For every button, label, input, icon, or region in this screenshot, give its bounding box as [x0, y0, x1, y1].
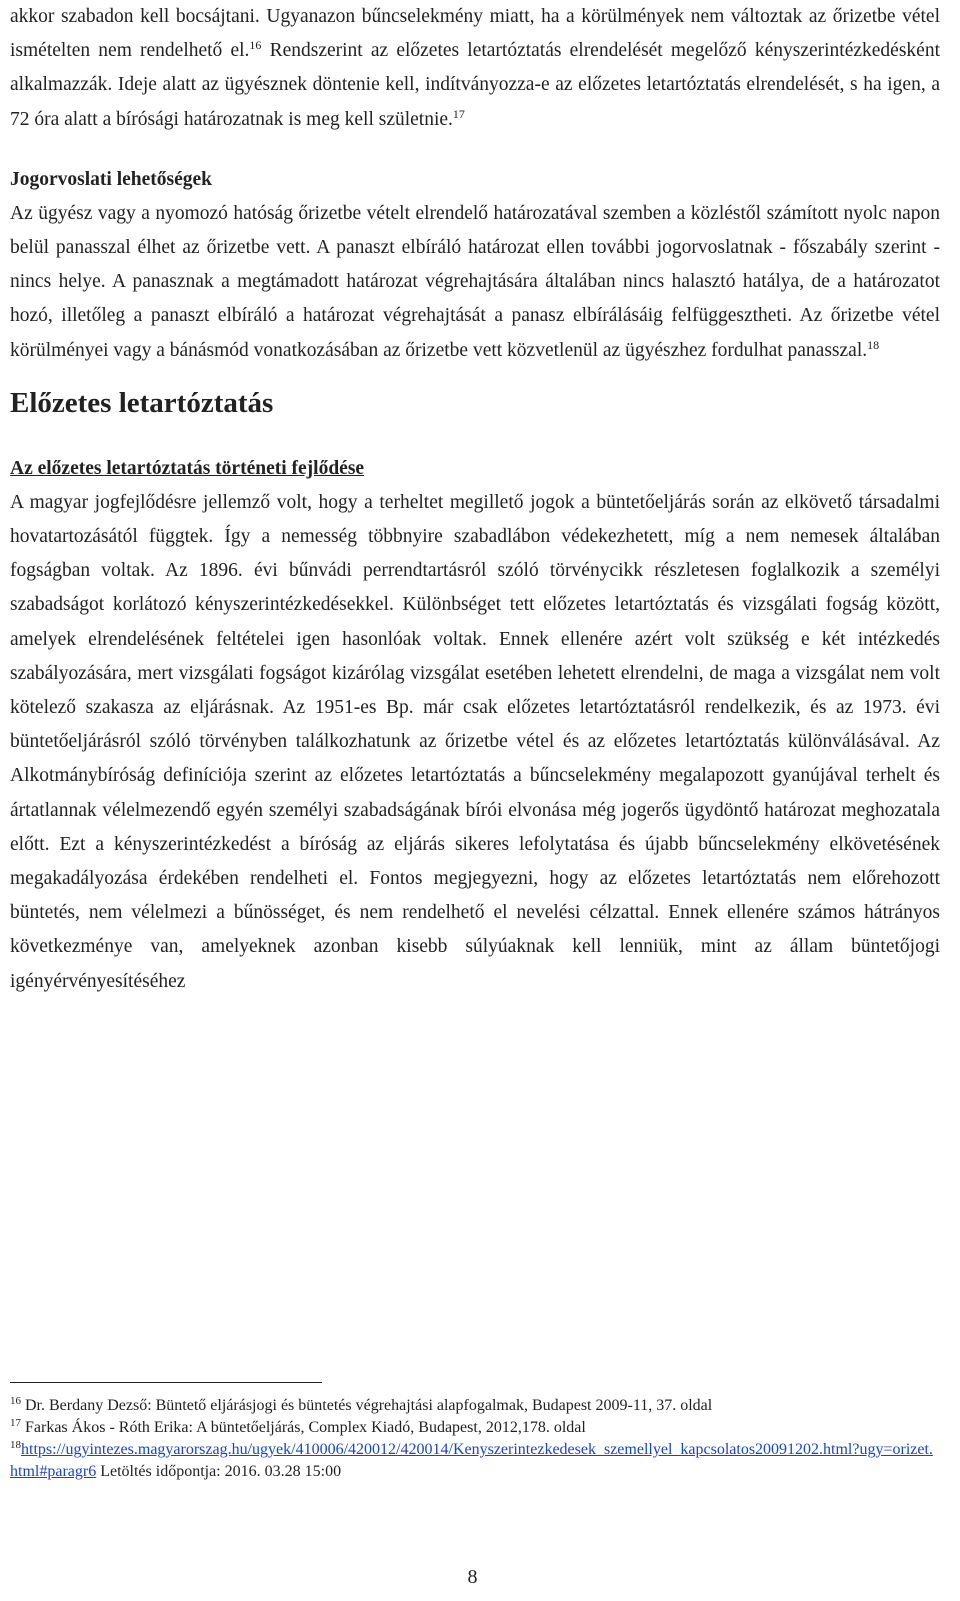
paragraph-text: akkor szabadon kell bocsájtani. Ugyanazon bűncselekmény miatt, ha a körülmények nem változtak az őrizetbe vétel ismételten nem rendelhető el.: [10, 6, 940, 62]
footnote-number: 18: [10, 1439, 21, 1451]
section-heading-tortenet: Az előzetes letartóztatás történeti fejlődése: [10, 457, 365, 479]
paragraph-orizet-end: [10, 0, 940, 137]
chapter-title: Előzetes letartóztatás: [10, 386, 274, 419]
paragraph-text: Az ügyész vagy a nyomozó hatóság őrizetbe vételt elrendelő határozatával szemben a közléstől számított nyolc napon belül panasszal élhet az őrizetbe vett. A panaszt elbíráló határozat ellen további jogorvoslatnak - főszabály szerint - nincs helye. A panasznak a megtámadott határozat végrehajtására általában nincs halasztó hatálya, de a határozatot hozó, illetőleg a panaszt elbíráló a határozat végrehajtását a panasz elbírálásáig felfüggesztheti. Az őrizetbe vétel körülményei vagy a bánásmód vonatkozásában az őrizetbe vett közvetlenül az ügyészhez fordulhat panasszal.: [10, 202, 940, 361]
paragraph-jogorvoslat: [10, 197, 940, 368]
footnote-separator: [10, 1382, 322, 1383]
footnote-number: 16: [10, 1395, 21, 1407]
footnote-ref[interactable]: 16: [249, 38, 262, 53]
footnotes: [10, 1382, 940, 1483]
footnote-link[interactable]: https://ugyintezes.magyarorszag.hu/ugyek/410006/420012/420014/Kenyszerintezkedesek_szemellyel_kapcsolatos20091202.html?ugy=orizet.html#paragr6: [10, 1441, 933, 1480]
paragraph-text: Rendszerint az előzetes letartóztatás elrendelését megelőző kényszerintézkedésként alkalmazzák. Ideje alatt az ügyésznek döntenie kell, indítványozza-e az előzetes letartóztatás elrendelését, s ha igen, a 72 óra alatt a bírósági határozatnak is meg kell születnie.: [10, 40, 940, 130]
page-number: 8: [467, 1566, 478, 1588]
page-body: [10, 0, 940, 999]
footnote-number: 17: [10, 1417, 21, 1429]
footnote-ref[interactable]: 18: [867, 337, 880, 352]
section-heading-jogorvoslat: Jogorvoslati lehetőségek: [10, 168, 213, 190]
footnote-16: [10, 1395, 940, 1417]
footnote-17: [10, 1417, 940, 1439]
footnote-ref[interactable]: 17: [452, 106, 465, 121]
footnote-text: Dr. Berdany Dezső: Büntető eljárásjogi és büntetés végrehajtási alapfogalmak, Budapest 2009-11, 37. oldal: [21, 1397, 713, 1414]
footnote-text: Farkas Ákos - Róth Erika: A büntetőeljárás, Complex Kiadó, Budapest, 2012,178. oldal: [21, 1419, 586, 1436]
spacer: [10, 137, 940, 163]
footnote-18: [10, 1439, 940, 1483]
paragraph-tortenet: A magyar jogfejlődésre jellemző volt, hogy a terheltet megillető jogok a büntetőeljárás során az elkövető társadalmi hovatartozásától függtek. Így a nemesség többnyire szabadlábon védekezhetett, míg a nem nemesek általában fogságban voltak. Az 1896. évi bűnvádi perrendtartásról szóló törvénycikk részletesen foglalkozik a személyi szabadságot korlátozó kényszerintézkedésekkel. Különbséget tett előzetes letartóztatás és vizsgálati fogság között, amelyek elrendelésének feltételei igen hasonlóak voltak. Ennek ellenére azért volt szükség e két intézkedés szabályozására, mert vizsgálati fogságot kizárólag vizsgálat esetében lehetett elrendelni, de maga a vizsgálat nem volt kötelező szakasza az eljárásnak. Az 1951-es Bp. már csak előzetes letartóztatásról rendelkezik, és az 1973. évi büntetőeljárásról szóló törvényben találkozhatunk az őrizetbe vétel és az előzetes letartóztatás különválásával. Az Alkotmánybíróság definíciója szerint az előzetes letartóztatás a bűncselekmény megalapozott gyanújával terhelt és ártatlannak vélelmezendő egyén személyi szabadságának bírói elvonása még jogerős ügydöntő határozat meghozatala előtt. Ezt a kényszerintézkedést a bíróság az eljárás sikeres lefolytatása és újabb bűncselekmény elkövetésének megakadályozása érdekében rendelheti el. Fontos megjegyezni, hogy az előzetes letartóztatás nem előrehozott büntetés, nem vélelmezi a bűnösséget, és nem rendelhető el nevelési célzattal. Ennek ellenére számos hátrányos következménye van, amelyeknek azonban kisebb súlyúaknak kell lenniük, mint az állam büntetőjogi igényérvényesítéséhez: [10, 491, 940, 992]
footnote-text: Letöltés időpontja: 2016. 03.28 15:00: [96, 1463, 342, 1480]
